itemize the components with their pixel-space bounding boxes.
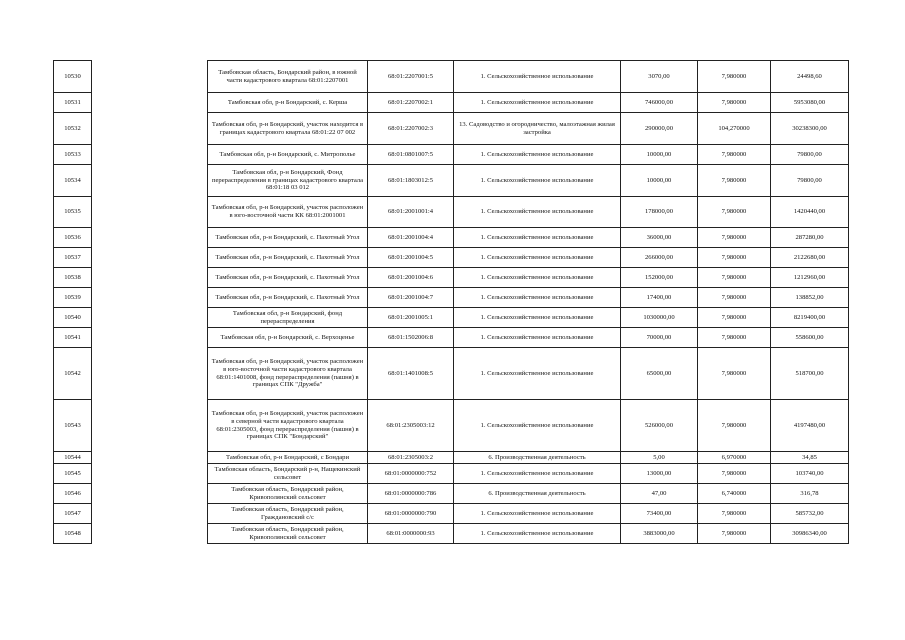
object-address-cell: Тамбовская обл, р-н Бондарский, с. Пахотный Угол bbox=[208, 268, 368, 288]
cadastral-value-cell: 2122680,00 bbox=[771, 248, 849, 268]
table-row bbox=[54, 328, 849, 348]
spacer-cell bbox=[92, 268, 208, 288]
specific-value-cell: 7,980000 bbox=[698, 268, 771, 288]
object-address-cell: Тамбовская обл, р-н Бондарский, с. Керша bbox=[208, 93, 368, 113]
land-area-cell: 65000,00 bbox=[621, 348, 698, 400]
table-row bbox=[54, 400, 849, 452]
land-area-cell: 3070,00 bbox=[621, 61, 698, 93]
cadastral-number-cell: 68:01:2305003:2 bbox=[368, 452, 454, 464]
cadastral-value-cell: 30238300,00 bbox=[771, 113, 849, 145]
spacer-cell bbox=[92, 348, 208, 400]
land-area-cell: 746000,00 bbox=[621, 93, 698, 113]
cadastral-value-cell: 558600,00 bbox=[771, 328, 849, 348]
object-number-cell: 10537 bbox=[54, 248, 92, 268]
spacer-cell bbox=[92, 484, 208, 504]
spacer-cell bbox=[92, 400, 208, 452]
spacer-cell bbox=[92, 248, 208, 268]
object-address-cell: Тамбовская область, Бондарский р-н, Нащекинский сельсовет bbox=[208, 464, 368, 484]
table-row bbox=[54, 288, 849, 308]
spacer-cell bbox=[92, 145, 208, 165]
cadastral-number-cell: 68:01:2207001:5 bbox=[368, 61, 454, 93]
table-row bbox=[54, 248, 849, 268]
table-row bbox=[54, 524, 849, 544]
object-number-cell: 10544 bbox=[54, 452, 92, 464]
table-row bbox=[54, 268, 849, 288]
land-use-category-cell: 1. Сельскохозяйственное использование bbox=[454, 268, 621, 288]
land-use-category-cell: 1. Сельскохозяйственное использование bbox=[454, 61, 621, 93]
table-row bbox=[54, 61, 849, 93]
cadastral-number-cell: 68:01:2207002:1 bbox=[368, 93, 454, 113]
cadastral-value-table bbox=[53, 60, 849, 544]
object-address-cell: Тамбовская обл, р-н Бондарский, Фонд перераспределения в границах кадастрового квартала 68:01:18 03 012 bbox=[208, 165, 368, 197]
spacer-cell bbox=[92, 197, 208, 228]
land-use-category-cell: 1. Сельскохозяйственное использование bbox=[454, 197, 621, 228]
cadastral-value-cell: 79800,00 bbox=[771, 165, 849, 197]
specific-value-cell: 7,980000 bbox=[698, 228, 771, 248]
spacer-cell bbox=[92, 61, 208, 93]
land-area-cell: 3883000,00 bbox=[621, 524, 698, 544]
object-number-cell: 10546 bbox=[54, 484, 92, 504]
cadastral-value-cell: 518700,00 bbox=[771, 348, 849, 400]
land-use-category-cell: 1. Сельскохозяйственное использование bbox=[454, 165, 621, 197]
land-area-cell: 526000,00 bbox=[621, 400, 698, 452]
cadastral-value-cell: 138852,00 bbox=[771, 288, 849, 308]
cadastral-value-cell: 585732,00 bbox=[771, 504, 849, 524]
land-area-cell: 178000,00 bbox=[621, 197, 698, 228]
land-use-category-cell: 1. Сельскохозяйственное использование bbox=[454, 524, 621, 544]
spacer-cell bbox=[92, 308, 208, 328]
cadastral-value-cell: 1420440,00 bbox=[771, 197, 849, 228]
specific-value-cell: 7,980000 bbox=[698, 197, 771, 228]
table-row bbox=[54, 145, 849, 165]
spacer-cell bbox=[92, 464, 208, 484]
object-address-cell: Тамбовская область, Бондарский район, Кривополянский сельсовет bbox=[208, 484, 368, 504]
land-area-cell: 70000,00 bbox=[621, 328, 698, 348]
object-address-cell: Тамбовская область, Бондарский район, в южной части кадастрового квартала 68:01:2207001 bbox=[208, 61, 368, 93]
cadastral-value-cell: 316,78 bbox=[771, 484, 849, 504]
specific-value-cell: 7,980000 bbox=[698, 288, 771, 308]
object-number-cell: 10547 bbox=[54, 504, 92, 524]
specific-value-cell: 7,980000 bbox=[698, 328, 771, 348]
cadastral-number-cell: 68:01:1502006:8 bbox=[368, 328, 454, 348]
object-number-cell: 10531 bbox=[54, 93, 92, 113]
cadastral-value-cell: 103740,00 bbox=[771, 464, 849, 484]
table-row bbox=[54, 348, 849, 400]
land-use-category-cell: 1. Сельскохозяйственное использование bbox=[454, 93, 621, 113]
object-number-cell: 10539 bbox=[54, 288, 92, 308]
spacer-cell bbox=[92, 93, 208, 113]
cadastral-value-cell: 79800,00 bbox=[771, 145, 849, 165]
land-use-category-cell: 1. Сельскохозяйственное использование bbox=[454, 288, 621, 308]
object-address-cell: Тамбовская обл, р-н Бондарский, участок находится в границах кадастрового квартала 68:01:22 07 002 bbox=[208, 113, 368, 145]
table-row bbox=[54, 197, 849, 228]
object-number-cell: 10535 bbox=[54, 197, 92, 228]
cadastral-number-cell: 68:01:0000000:790 bbox=[368, 504, 454, 524]
table-row bbox=[54, 484, 849, 504]
object-number-cell: 10533 bbox=[54, 145, 92, 165]
cadastral-number-cell: 68:01:2001005:1 bbox=[368, 308, 454, 328]
table-row bbox=[54, 504, 849, 524]
land-use-category-cell: 1. Сельскохозяйственное использование bbox=[454, 400, 621, 452]
table-row bbox=[54, 452, 849, 464]
cadastral-number-cell: 68:01:2305003:12 bbox=[368, 400, 454, 452]
object-number-cell: 10532 bbox=[54, 113, 92, 145]
table-row bbox=[54, 228, 849, 248]
spacer-cell bbox=[92, 228, 208, 248]
land-use-category-cell: 6. Производственная деятельность bbox=[454, 452, 621, 464]
land-use-category-cell: 1. Сельскохозяйственное использование bbox=[454, 145, 621, 165]
object-address-cell: Тамбовская область, Бондарский район, Граждановский с/с bbox=[208, 504, 368, 524]
land-area-cell: 17400,00 bbox=[621, 288, 698, 308]
land-area-cell: 1030000,00 bbox=[621, 308, 698, 328]
specific-value-cell: 7,980000 bbox=[698, 93, 771, 113]
spacer-cell bbox=[92, 504, 208, 524]
land-area-cell: 36000,00 bbox=[621, 228, 698, 248]
object-address-cell: Тамбовская обл, р-н Бондарский, участок расположен в юго-восточной части кадастрового квартала 68:01:1401008, фонд перераспределения (пашня) в границах СПК "Дружба" bbox=[208, 348, 368, 400]
cadastral-value-cell: 4197480,00 bbox=[771, 400, 849, 452]
spacer-cell bbox=[92, 113, 208, 145]
specific-value-cell: 7,980000 bbox=[698, 348, 771, 400]
land-use-category-cell: 13. Садоводство и огородничество, малоэтажная жилая застройка bbox=[454, 113, 621, 145]
cadastral-number-cell: 68:01:1401008:5 bbox=[368, 348, 454, 400]
object-address-cell: Тамбовская обл, р-н Бондарский, с. Пахотный Угол bbox=[208, 248, 368, 268]
table-row bbox=[54, 308, 849, 328]
cadastral-value-cell: 8219400,00 bbox=[771, 308, 849, 328]
table-row bbox=[54, 113, 849, 145]
object-number-cell: 10530 bbox=[54, 61, 92, 93]
land-use-category-cell: 1. Сельскохозяйственное использование bbox=[454, 504, 621, 524]
table-row bbox=[54, 93, 849, 113]
object-address-cell: Тамбовская обл, р-н Бондарский, с Бондари bbox=[208, 452, 368, 464]
specific-value-cell: 6,970000 bbox=[698, 452, 771, 464]
land-use-category-cell: 1. Сельскохозяйственное использование bbox=[454, 308, 621, 328]
specific-value-cell: 104,270000 bbox=[698, 113, 771, 145]
land-area-cell: 73400,00 bbox=[621, 504, 698, 524]
table-row bbox=[54, 165, 849, 197]
object-number-cell: 10540 bbox=[54, 308, 92, 328]
object-number-cell: 10548 bbox=[54, 524, 92, 544]
land-area-cell: 10000,00 bbox=[621, 165, 698, 197]
spacer-cell bbox=[92, 452, 208, 464]
land-use-category-cell: 1. Сельскохозяйственное использование bbox=[454, 248, 621, 268]
specific-value-cell: 6,740000 bbox=[698, 484, 771, 504]
cadastral-number-cell: 68:01:2001004:7 bbox=[368, 288, 454, 308]
cadastral-value-cell: 1212960,00 bbox=[771, 268, 849, 288]
land-area-cell: 152000,00 bbox=[621, 268, 698, 288]
object-address-cell: Тамбовская обл, р-н Бондарский, участок расположен в северной части кадастрового квартала 68:01:2305003, фонд перераспределения (пашня) в границах СПК "Бондарский" bbox=[208, 400, 368, 452]
object-number-cell: 10534 bbox=[54, 165, 92, 197]
object-address-cell: Тамбовская обл, р-н Бондарский, участок расположен в юго-восточной части КК 68:01:2001001 bbox=[208, 197, 368, 228]
object-address-cell: Тамбовская обл, р-н Бондарский, с. Митрополье bbox=[208, 145, 368, 165]
cadastral-value-cell: 5953080,00 bbox=[771, 93, 849, 113]
spacer-cell bbox=[92, 524, 208, 544]
object-number-cell: 10538 bbox=[54, 268, 92, 288]
land-area-cell: 266000,00 bbox=[621, 248, 698, 268]
cadastral-number-cell: 68:01:2001001:4 bbox=[368, 197, 454, 228]
cadastral-number-cell: 68:01:2207002:3 bbox=[368, 113, 454, 145]
cadastral-number-cell: 68:01:2001004:6 bbox=[368, 268, 454, 288]
spacer-cell bbox=[92, 328, 208, 348]
specific-value-cell: 7,980000 bbox=[698, 504, 771, 524]
cadastral-number-cell: 68:01:0801007:5 bbox=[368, 145, 454, 165]
land-area-cell: 47,00 bbox=[621, 484, 698, 504]
object-number-cell: 10542 bbox=[54, 348, 92, 400]
object-address-cell: Тамбовская обл, р-н Бондарский, с. Пахотный Угол bbox=[208, 228, 368, 248]
spacer-cell bbox=[92, 288, 208, 308]
land-area-cell: 10000,00 bbox=[621, 145, 698, 165]
object-address-cell: Тамбовская обл, р-н Бондарский, с. Пахотный Угол bbox=[208, 288, 368, 308]
specific-value-cell: 7,980000 bbox=[698, 61, 771, 93]
land-use-category-cell: 1. Сельскохозяйственное использование bbox=[454, 464, 621, 484]
land-area-cell: 13000,00 bbox=[621, 464, 698, 484]
cadastral-number-cell: 68:01:2001004:4 bbox=[368, 228, 454, 248]
object-address-cell: Тамбовская обл, р-н Бондарский, фонд перераспределения bbox=[208, 308, 368, 328]
specific-value-cell: 7,980000 bbox=[698, 165, 771, 197]
cadastral-number-cell: 68:01:0000000:786 bbox=[368, 484, 454, 504]
table-body bbox=[54, 61, 849, 544]
specific-value-cell: 7,980000 bbox=[698, 524, 771, 544]
object-number-cell: 10543 bbox=[54, 400, 92, 452]
object-address-cell: Тамбовская область, Бондарский район, Кривополянский сельсовет bbox=[208, 524, 368, 544]
specific-value-cell: 7,980000 bbox=[698, 464, 771, 484]
spacer-cell bbox=[92, 165, 208, 197]
specific-value-cell: 7,980000 bbox=[698, 400, 771, 452]
specific-value-cell: 7,980000 bbox=[698, 145, 771, 165]
cadastral-number-cell: 68:01:0000000:752 bbox=[368, 464, 454, 484]
land-area-cell: 5,00 bbox=[621, 452, 698, 464]
land-use-category-cell: 1. Сельскохозяйственное использование bbox=[454, 348, 621, 400]
cadastral-number-cell: 68:01:1803012:5 bbox=[368, 165, 454, 197]
object-number-cell: 10536 bbox=[54, 228, 92, 248]
cadastral-value-cell: 30986340,00 bbox=[771, 524, 849, 544]
land-use-category-cell: 1. Сельскохозяйственное использование bbox=[454, 228, 621, 248]
cadastral-value-cell: 34,85 bbox=[771, 452, 849, 464]
cadastral-value-cell: 287280,00 bbox=[771, 228, 849, 248]
object-number-cell: 10541 bbox=[54, 328, 92, 348]
land-use-category-cell: 1. Сельскохозяйственное использование bbox=[454, 328, 621, 348]
object-number-cell: 10545 bbox=[54, 464, 92, 484]
cadastral-number-cell: 68:01:2001004:5 bbox=[368, 248, 454, 268]
specific-value-cell: 7,980000 bbox=[698, 248, 771, 268]
table-row bbox=[54, 464, 849, 484]
land-use-category-cell: 6. Производственная деятельность bbox=[454, 484, 621, 504]
specific-value-cell: 7,980000 bbox=[698, 308, 771, 328]
land-area-cell: 290000,00 bbox=[621, 113, 698, 145]
object-address-cell: Тамбовская обл, р-н Бондарский, с. Верхоценье bbox=[208, 328, 368, 348]
cadastral-value-cell: 24498,60 bbox=[771, 61, 849, 93]
cadastral-number-cell: 68:01:0000000:93 bbox=[368, 524, 454, 544]
